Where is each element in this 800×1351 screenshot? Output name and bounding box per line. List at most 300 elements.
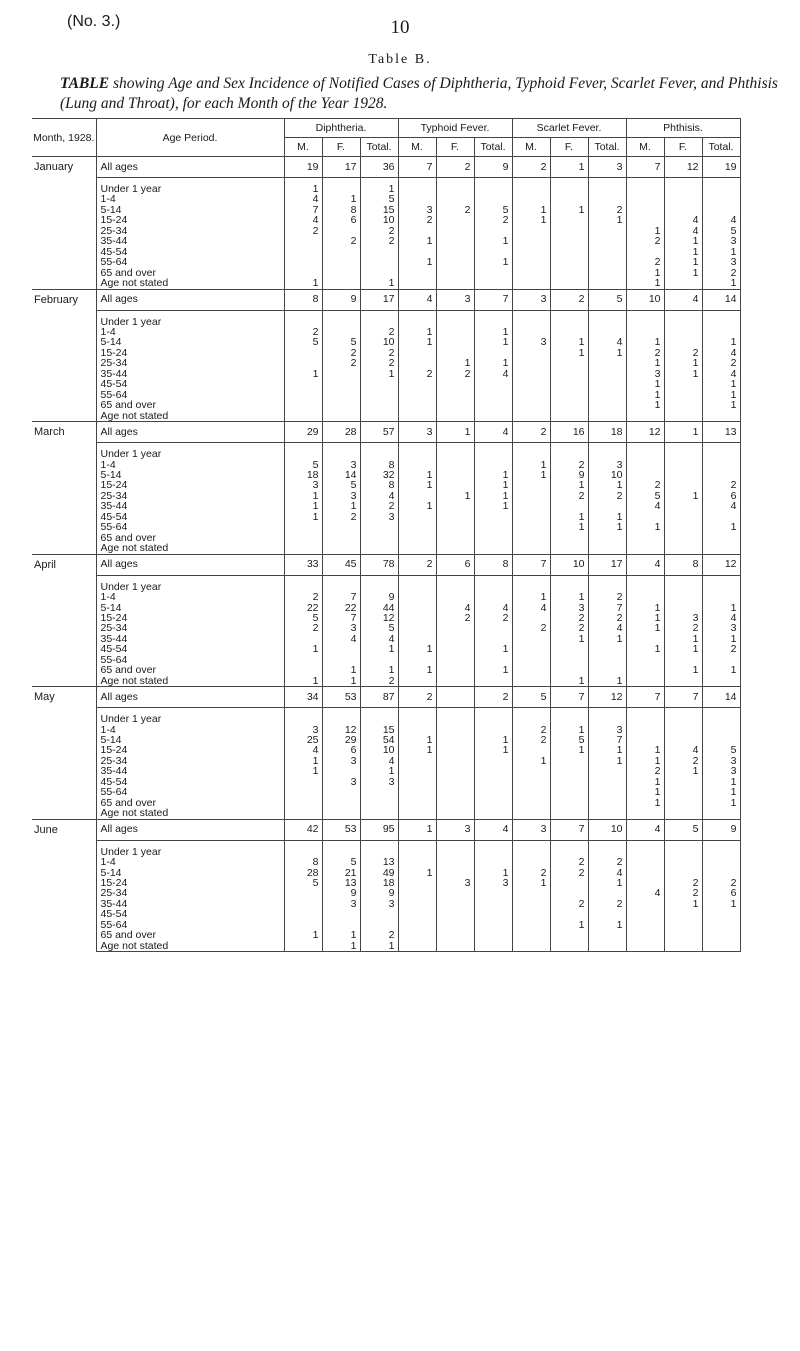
count-cell: 9 <box>360 592 398 602</box>
age-label: 1-4 <box>96 194 284 204</box>
count-cell <box>512 480 550 490</box>
count-cell <box>398 512 436 522</box>
count-cell: 1 <box>474 470 512 480</box>
total-cell: 5 <box>512 687 550 708</box>
count-cell <box>512 676 550 687</box>
count-cell <box>398 522 436 532</box>
count-cell <box>626 909 664 919</box>
count-cell <box>550 411 588 422</box>
age-label: 45-54 <box>96 644 284 654</box>
count-cell <box>664 582 702 592</box>
count-cell <box>474 533 512 543</box>
count-cell <box>626 941 664 952</box>
age-row <box>32 777 740 787</box>
count-cell: 4 <box>284 745 322 755</box>
count-cell: 1 <box>360 766 398 776</box>
age-row <box>32 236 740 246</box>
age-label: 5-14 <box>96 868 284 878</box>
count-cell: 1 <box>626 379 664 389</box>
age-row <box>32 888 740 898</box>
count-cell <box>436 714 474 724</box>
count-cell: 1 <box>702 603 740 613</box>
age-label: 35-44 <box>96 369 284 379</box>
count-cell <box>512 184 550 194</box>
month-name: June <box>32 819 96 840</box>
age-label: 45-54 <box>96 909 284 919</box>
count-cell: 2 <box>702 480 740 490</box>
count-cell <box>550 644 588 654</box>
count-cell <box>664 909 702 919</box>
count-cell: 1 <box>626 337 664 347</box>
count-cell <box>474 909 512 919</box>
count-cell <box>474 390 512 400</box>
count-cell <box>550 665 588 675</box>
count-cell <box>626 878 664 888</box>
count-cell: 1 <box>588 522 626 532</box>
age-row <box>32 623 740 633</box>
count-cell <box>664 847 702 857</box>
total-cell: 3 <box>588 157 626 178</box>
count-cell <box>702 327 740 337</box>
count-cell: 2 <box>588 592 626 602</box>
count-cell <box>550 655 588 665</box>
count-cell: 2 <box>550 491 588 501</box>
count-cell <box>436 847 474 857</box>
total-cell: 19 <box>702 157 740 178</box>
count-cell <box>284 390 322 400</box>
total-cell: 12 <box>626 422 664 443</box>
count-cell <box>322 379 360 389</box>
all-ages-label: All ages <box>96 422 284 443</box>
count-cell: 1 <box>664 358 702 368</box>
count-cell <box>398 592 436 602</box>
count-cell: 1 <box>626 798 664 808</box>
age-row <box>32 390 740 400</box>
count-cell: 4 <box>588 337 626 347</box>
age-label: Age not stated <box>96 676 284 687</box>
count-cell: 1 <box>284 491 322 501</box>
count-cell <box>398 247 436 257</box>
count-cell: 10 <box>588 470 626 480</box>
count-cell: 2 <box>284 226 322 236</box>
age-label: Age not stated <box>96 941 284 952</box>
count-cell <box>626 665 664 675</box>
total-cell: 2 <box>550 289 588 310</box>
count-cell <box>702 460 740 470</box>
age-row <box>32 676 740 687</box>
age-row <box>32 184 740 194</box>
count-cell <box>398 449 436 459</box>
age-label: 15-24 <box>96 878 284 888</box>
count-cell <box>284 582 322 592</box>
count-cell: 7 <box>322 613 360 623</box>
count-cell <box>436 941 474 952</box>
count-cell <box>626 857 664 867</box>
count-cell <box>284 808 322 819</box>
count-cell <box>360 787 398 797</box>
count-cell: 3 <box>284 480 322 490</box>
count-cell: 1 <box>626 603 664 613</box>
age-label: 15-24 <box>96 215 284 225</box>
count-cell: 1 <box>702 798 740 808</box>
age-label: 65 and over <box>96 533 284 543</box>
count-cell <box>512 390 550 400</box>
count-cell <box>322 847 360 857</box>
count-cell <box>664 543 702 554</box>
count-cell <box>512 512 550 522</box>
count-cell <box>284 847 322 857</box>
count-cell <box>474 756 512 766</box>
count-cell <box>360 390 398 400</box>
count-cell <box>322 327 360 337</box>
count-cell <box>626 184 664 194</box>
count-cell: 10 <box>360 215 398 225</box>
count-cell <box>664 194 702 204</box>
count-cell <box>626 205 664 215</box>
count-cell <box>626 634 664 644</box>
count-cell <box>436 644 474 654</box>
count-cell <box>626 582 664 592</box>
age-label: 55-64 <box>96 787 284 797</box>
age-label: 65 and over <box>96 400 284 410</box>
count-cell: 5 <box>702 745 740 755</box>
count-cell <box>626 735 664 745</box>
total-cell: 3 <box>512 819 550 840</box>
count-cell <box>284 257 322 267</box>
count-cell <box>512 522 550 532</box>
age-row <box>32 317 740 327</box>
count-cell <box>474 676 512 687</box>
count-cell <box>360 582 398 592</box>
count-cell: 1 <box>702 390 740 400</box>
count-cell <box>550 400 588 410</box>
count-cell <box>512 857 550 867</box>
count-cell <box>322 278 360 289</box>
age-row <box>32 205 740 215</box>
count-cell: 32 <box>360 470 398 480</box>
count-cell <box>588 582 626 592</box>
count-cell <box>588 714 626 724</box>
total-cell: 3 <box>398 422 436 443</box>
age-label: Under 1 year <box>96 714 284 724</box>
age-label: 35-44 <box>96 766 284 776</box>
count-cell: 3 <box>322 756 360 766</box>
count-cell: 1 <box>474 327 512 337</box>
total-cell: 17 <box>322 157 360 178</box>
count-cell <box>322 543 360 554</box>
total-cell: 2 <box>474 687 512 708</box>
count-cell <box>322 226 360 236</box>
count-cell: 1 <box>398 665 436 675</box>
count-cell: 3 <box>702 756 740 766</box>
total-cell: 19 <box>284 157 322 178</box>
count-cell: 1 <box>664 236 702 246</box>
count-cell <box>322 533 360 543</box>
count-cell: 1 <box>664 369 702 379</box>
count-cell: 1 <box>360 644 398 654</box>
count-cell: 1 <box>398 480 436 490</box>
count-cell <box>588 317 626 327</box>
count-cell <box>398 491 436 501</box>
count-cell: 1 <box>702 777 740 787</box>
count-cell: 5 <box>322 337 360 347</box>
count-cell <box>284 798 322 808</box>
age-label: Age not stated <box>96 543 284 554</box>
count-cell <box>436 480 474 490</box>
count-cell <box>550 756 588 766</box>
age-label: 65 and over <box>96 930 284 940</box>
count-cell <box>702 655 740 665</box>
count-cell <box>436 337 474 347</box>
count-cell <box>512 847 550 857</box>
count-cell: 2 <box>512 725 550 735</box>
count-cell <box>398 766 436 776</box>
count-cell <box>512 634 550 644</box>
count-cell <box>664 725 702 735</box>
count-cell <box>284 317 322 327</box>
count-cell: 1 <box>702 247 740 257</box>
count-cell <box>550 194 588 204</box>
count-cell <box>550 533 588 543</box>
count-cell: 25 <box>284 735 322 745</box>
count-cell <box>398 603 436 613</box>
age-label: 55-64 <box>96 920 284 930</box>
month-name: May <box>32 687 96 708</box>
count-cell <box>398 348 436 358</box>
count-cell: 1 <box>550 920 588 930</box>
count-cell <box>588 194 626 204</box>
count-cell <box>550 268 588 278</box>
count-cell <box>436 808 474 819</box>
count-cell <box>702 725 740 735</box>
age-label: 5-14 <box>96 470 284 480</box>
count-cell <box>512 236 550 246</box>
count-cell: 3 <box>360 777 398 787</box>
count-cell: 4 <box>702 369 740 379</box>
count-cell: 2 <box>588 205 626 215</box>
total-cell: 12 <box>664 157 702 178</box>
count-cell: 2 <box>436 205 474 215</box>
count-cell <box>588 543 626 554</box>
count-cell <box>550 247 588 257</box>
count-cell <box>512 665 550 675</box>
count-cell <box>702 194 740 204</box>
total-cell: 7 <box>550 819 588 840</box>
count-cell <box>626 847 664 857</box>
count-cell: 12 <box>360 613 398 623</box>
sex-header: F. <box>322 138 360 157</box>
count-cell <box>702 909 740 919</box>
count-cell: 2 <box>664 348 702 358</box>
count-cell: 3 <box>702 236 740 246</box>
count-cell <box>512 899 550 909</box>
count-cell <box>512 257 550 267</box>
count-cell <box>474 226 512 236</box>
count-cell: 2 <box>474 613 512 623</box>
count-cell <box>512 358 550 368</box>
count-cell <box>436 317 474 327</box>
count-cell <box>398 676 436 687</box>
age-row <box>32 215 740 225</box>
count-cell <box>436 411 474 422</box>
count-cell <box>474 411 512 422</box>
age-row <box>32 337 740 347</box>
count-cell: 6 <box>322 215 360 225</box>
count-cell: 2 <box>550 623 588 633</box>
count-cell: 1 <box>398 337 436 347</box>
count-cell <box>588 400 626 410</box>
count-cell <box>512 194 550 204</box>
count-cell: 2 <box>626 236 664 246</box>
count-cell: 8 <box>360 480 398 490</box>
count-cell <box>398 268 436 278</box>
age-row <box>32 665 740 675</box>
count-cell <box>474 582 512 592</box>
total-cell: 87 <box>360 687 398 708</box>
total-cell: 53 <box>322 819 360 840</box>
count-cell <box>550 777 588 787</box>
count-cell <box>474 348 512 358</box>
count-cell <box>626 215 664 225</box>
count-cell: 4 <box>664 745 702 755</box>
page-number-label: (No. 3.) <box>67 13 121 30</box>
count-cell <box>474 449 512 459</box>
count-cell <box>588 236 626 246</box>
sex-header: Total. <box>588 138 626 157</box>
total-cell: 1 <box>664 422 702 443</box>
count-cell <box>474 725 512 735</box>
count-cell: 1 <box>550 745 588 755</box>
count-cell: 2 <box>550 868 588 878</box>
count-cell: 5 <box>360 194 398 204</box>
age-row <box>32 655 740 665</box>
age-row <box>32 460 740 470</box>
total-cell: 14 <box>702 289 740 310</box>
count-cell: 1 <box>284 756 322 766</box>
incidence-table <box>32 118 741 952</box>
count-cell <box>474 268 512 278</box>
age-label: 35-44 <box>96 899 284 909</box>
count-cell <box>474 247 512 257</box>
count-cell: 8 <box>322 205 360 215</box>
count-cell <box>512 777 550 787</box>
count-cell <box>322 257 360 267</box>
count-cell: 13 <box>360 857 398 867</box>
count-cell <box>474 857 512 867</box>
age-row <box>32 533 740 543</box>
total-cell: 17 <box>360 289 398 310</box>
count-cell: 6 <box>702 888 740 898</box>
count-cell <box>550 358 588 368</box>
count-cell <box>436 623 474 633</box>
count-cell: 1 <box>284 766 322 776</box>
count-cell <box>398 533 436 543</box>
count-cell <box>436 460 474 470</box>
count-cell <box>398 909 436 919</box>
count-cell <box>322 390 360 400</box>
count-cell <box>664 400 702 410</box>
age-row <box>32 449 740 459</box>
count-cell: 4 <box>474 369 512 379</box>
count-cell <box>322 247 360 257</box>
count-cell <box>588 226 626 236</box>
count-cell <box>550 278 588 289</box>
count-cell: 1 <box>664 247 702 257</box>
count-cell <box>550 215 588 225</box>
count-cell <box>512 379 550 389</box>
age-row <box>32 247 740 257</box>
count-cell: 21 <box>322 868 360 878</box>
count-cell <box>474 920 512 930</box>
count-cell: 4 <box>284 215 322 225</box>
count-cell: 1 <box>398 257 436 267</box>
count-cell <box>398 634 436 644</box>
age-row <box>32 745 740 755</box>
count-cell: 2 <box>664 878 702 888</box>
count-cell: 2 <box>360 501 398 511</box>
age-label: 25-34 <box>96 756 284 766</box>
count-cell <box>436 501 474 511</box>
count-cell: 1 <box>588 348 626 358</box>
count-cell <box>360 920 398 930</box>
count-cell <box>664 379 702 389</box>
count-cell: 1 <box>284 184 322 194</box>
count-cell <box>436 533 474 543</box>
count-cell: 1 <box>588 878 626 888</box>
month-name: February <box>32 289 96 310</box>
count-cell <box>550 808 588 819</box>
count-cell: 4 <box>360 634 398 644</box>
age-label: 5-14 <box>96 205 284 215</box>
total-cell: 4 <box>474 819 512 840</box>
count-cell <box>322 920 360 930</box>
count-cell <box>664 460 702 470</box>
count-cell: 2 <box>588 899 626 909</box>
all-ages-label: All ages <box>96 554 284 575</box>
count-cell <box>398 184 436 194</box>
count-cell <box>512 411 550 422</box>
count-cell <box>512 714 550 724</box>
count-cell: 18 <box>284 470 322 480</box>
count-cell <box>550 236 588 246</box>
count-cell <box>474 543 512 554</box>
count-cell <box>284 268 322 278</box>
total-cell: 9 <box>322 289 360 310</box>
month-total-row <box>32 157 740 178</box>
count-cell <box>322 317 360 327</box>
month-name: April <box>32 554 96 575</box>
age-row <box>32 714 740 724</box>
count-cell <box>474 194 512 204</box>
count-cell <box>512 327 550 337</box>
total-cell: 9 <box>702 819 740 840</box>
count-cell: 1 <box>398 868 436 878</box>
count-cell: 1 <box>626 756 664 766</box>
count-cell <box>436 868 474 878</box>
count-cell <box>664 655 702 665</box>
total-cell: 2 <box>398 554 436 575</box>
count-cell <box>588 644 626 654</box>
count-cell <box>588 808 626 819</box>
age-label: 1-4 <box>96 857 284 867</box>
count-cell <box>322 411 360 422</box>
count-cell: 5 <box>626 491 664 501</box>
total-cell: 7 <box>398 157 436 178</box>
count-cell <box>360 847 398 857</box>
age-row <box>32 725 740 735</box>
month-total-row <box>32 687 740 708</box>
count-cell: 1 <box>702 665 740 675</box>
